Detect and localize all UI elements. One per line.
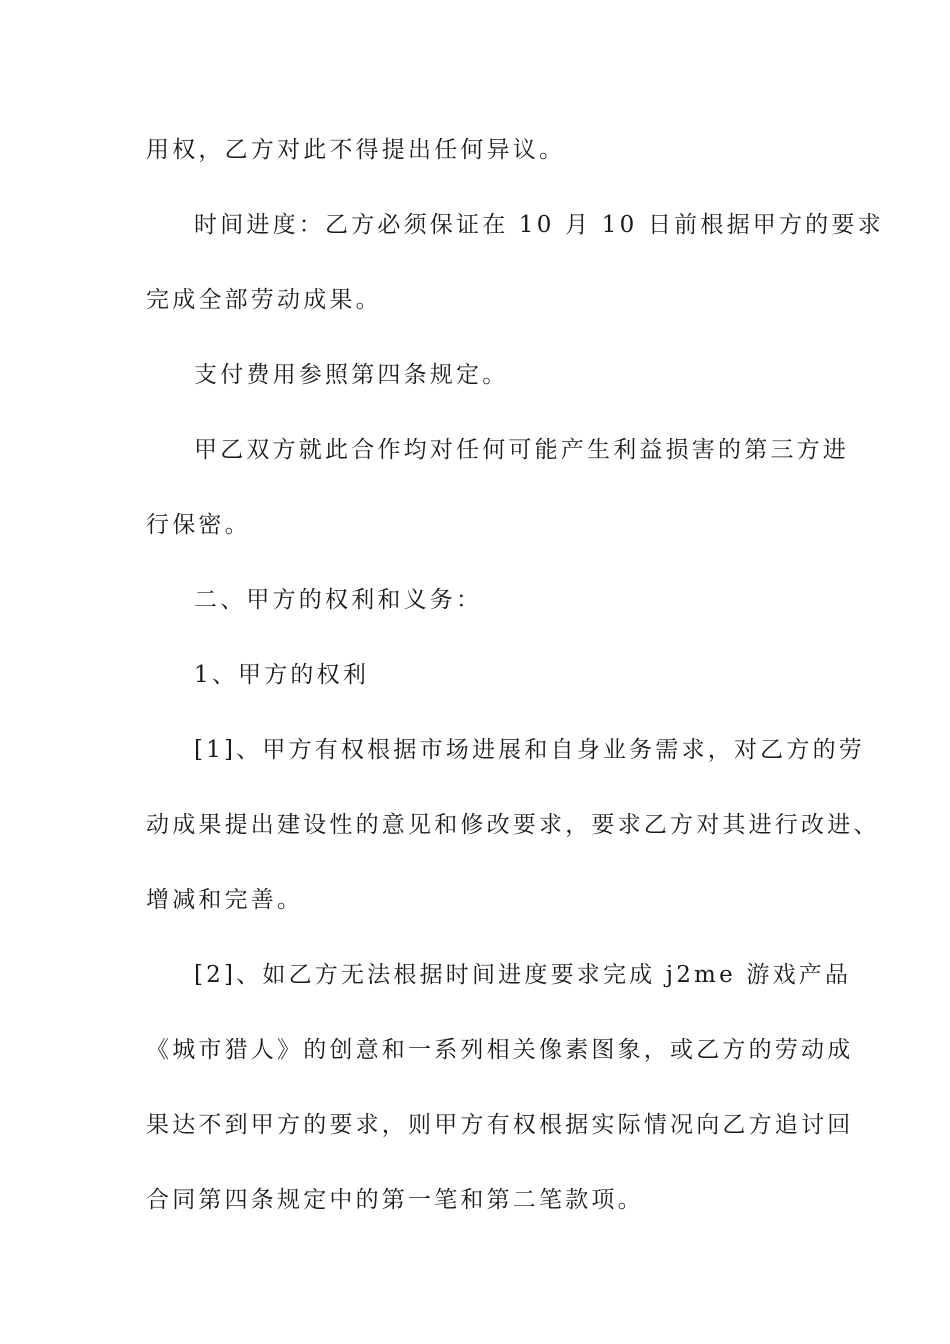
paragraph-time-schedule: 时间进度：乙方必须保证在 10 月 10 日前根据甲方的要求 [194, 212, 884, 238]
body-text-line: 完成全部劳动成果。 [146, 287, 382, 313]
body-text-line: 合同第四条规定中的第一笔和第二笔款项。 [146, 1187, 644, 1213]
clause-2: [2]、如乙方无法根据时间进度要求完成 j2me 游戏产品 [194, 962, 852, 988]
subsection-heading: 1、甲方的权利 [194, 662, 370, 688]
section-heading: 二、甲方的权利和义务： [194, 587, 483, 613]
body-text-line: 增减和完善。 [146, 887, 304, 913]
clause-1: [1]、甲方有权根据市场进展和自身业务需求，对乙方的劳 [194, 737, 865, 763]
body-text-line: 用权，乙方对此不得提出任何异议。 [146, 137, 566, 163]
body-text-line: 动成果提出建设性的意见和修改要求，要求乙方对其进行改进、 [146, 812, 880, 838]
paragraph-payment: 支付费用参照第四条规定。 [194, 362, 509, 388]
body-text-line: 《城市猎人》的创意和一系列相关像素图象，或乙方的劳动成 [146, 1037, 854, 1063]
body-text-line: 果达不到甲方的要求，则甲方有权根据实际情况向乙方追讨回 [146, 1112, 854, 1138]
body-text-line: 行保密。 [146, 512, 251, 538]
paragraph-confidentiality: 甲乙双方就此合作均对任何可能产生利益损害的第三方进 [194, 437, 849, 463]
